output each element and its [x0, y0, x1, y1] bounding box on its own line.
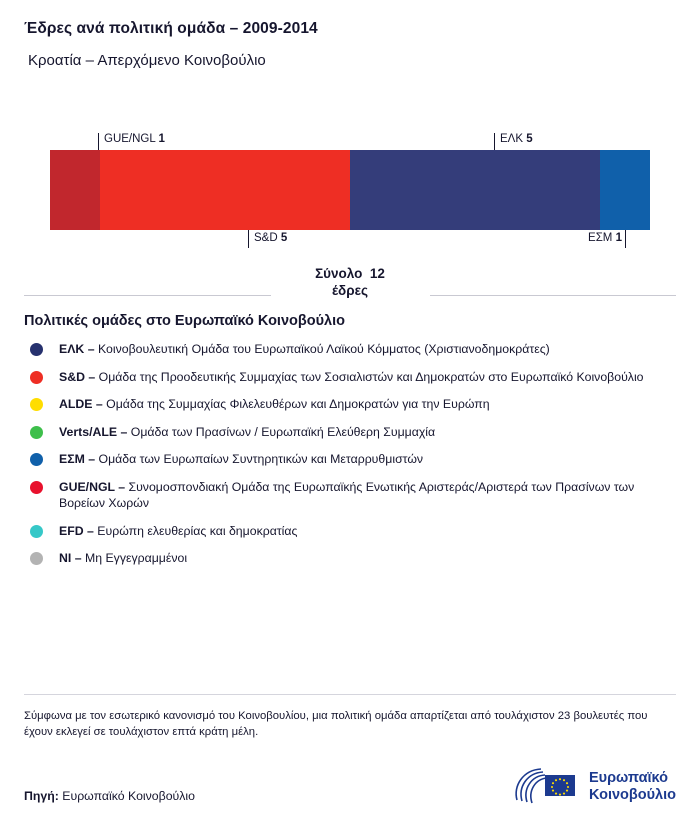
- legend-item-ni: [24, 550, 676, 567]
- total-unit: έδρες: [331, 283, 369, 298]
- legend-desc-elk: Κοινοβουλευτική Ομάδα του Ευρωπαϊκού Λαϊκού Κόμματος (Χριστιανοδημοκράτες): [97, 342, 550, 356]
- label-elk-value: 5: [526, 133, 533, 145]
- legend-text-esm: [59, 451, 423, 468]
- ep-logo-text: [589, 770, 676, 804]
- total-text: [24, 265, 676, 299]
- label-sd-name: S&D: [254, 232, 278, 244]
- label-sd-value: 5: [280, 232, 288, 244]
- legend-item-alde: [24, 396, 676, 413]
- page-subtitle: Κροατία – Απερχόμενο Κοινοβούλιο: [28, 52, 266, 69]
- legend-abbr-verts-ale: Verts/ALE –: [59, 424, 128, 439]
- total-label: Σύνολο: [315, 266, 363, 281]
- total-value: 12: [369, 266, 385, 281]
- legend-desc-alde: Ομάδα της Συμμαχίας Φιλελευθέρων και Δημοκρατών για την Ευρώπη: [106, 397, 490, 411]
- legend-dot-elk: [30, 343, 43, 356]
- tick-esm: [625, 230, 626, 248]
- bar-segment-sd[interactable]: [100, 150, 350, 230]
- tick-elk: [494, 133, 495, 151]
- bar-segment-elk[interactable]: [350, 150, 600, 230]
- legend-desc-efd: Ευρώπη ελευθερίας και δημοκρατίας: [97, 523, 298, 538]
- footer-divider: [24, 694, 676, 695]
- legend-dot-sd: [30, 371, 43, 384]
- legend-text-ni: [59, 550, 187, 567]
- european-parliament-logo: [513, 766, 676, 808]
- tick-sd: [248, 230, 249, 248]
- legend-item-efd: [24, 523, 676, 540]
- ep-logo-line1: Ευρωπαϊκό: [588, 770, 668, 786]
- legend-text-efd: [59, 523, 297, 540]
- legend-desc-ni: Μη Εγγεγραμμένοι: [84, 551, 188, 565]
- legend-desc-verts-ale: Ομάδα των Πρασίνων / Ευρωπαϊκή Ελεύθερη Συμμαχία: [130, 424, 436, 439]
- legend-abbr-sd: S&D –: [59, 369, 96, 384]
- legend-item-sd: [24, 369, 676, 386]
- label-gue-ngl-name: GUE/NGL: [104, 133, 156, 145]
- tick-gue-ngl: [98, 133, 99, 151]
- legend-abbr-elk: ΕΛΚ –: [59, 342, 95, 356]
- legend-dot-efd: [30, 525, 43, 538]
- label-esm-name: ΕΣΜ: [588, 232, 613, 244]
- source-line: [24, 789, 195, 803]
- label-esm: [584, 232, 622, 244]
- total-block: [24, 265, 676, 309]
- stacked-bar: [50, 150, 650, 230]
- source-value: Ευρωπαϊκό Κοινοβούλιο: [62, 789, 195, 803]
- legend-desc-esm: Ομάδα των Ευρωπαίων Συντηρητικών και Μεταρρυθμιστών: [98, 452, 424, 466]
- legend-text-sd: [59, 369, 644, 386]
- legend-abbr-gue-ngl: GUE/NGL –: [59, 479, 126, 494]
- legend-dot-esm: [30, 453, 43, 466]
- label-elk: [500, 133, 533, 145]
- label-gue-ngl: [104, 133, 165, 145]
- label-elk-name: ΕΛΚ: [500, 133, 524, 145]
- ep-logo-line2: Κοινοβούλιο: [588, 787, 676, 803]
- legend-abbr-ni: ΝΙ –: [59, 551, 82, 565]
- legend-dot-verts-ale: [30, 426, 43, 439]
- bar-segment-esm[interactable]: [600, 150, 650, 230]
- legend-text-verts-ale: [59, 424, 435, 441]
- legend-abbr-efd: EFD –: [59, 523, 94, 538]
- legend-abbr-esm: ΕΣΜ –: [59, 452, 96, 466]
- legend-abbr-alde: ALDE –: [59, 397, 103, 411]
- footnote: Σύμφωνα με τον εσωτερικό κανονισμό του Κοινοβουλίου, μια πολιτική ομάδα απαρτίζεται από τουλάχιστον 23 βουλευτές που έχουν εκλεγεί σε τουλάχιστον επτά κράτη μέλη.: [24, 710, 648, 738]
- page-title: Έδρες ανά πολιτική ομάδα – 2009-2014: [24, 20, 318, 37]
- label-esm-value: 1: [615, 232, 622, 244]
- source-label: Πηγή:: [24, 789, 59, 803]
- legend-item-gue-ngl: [24, 479, 676, 512]
- ep-flag-icon: [513, 766, 579, 808]
- legend-item-verts-ale: [24, 424, 676, 441]
- legend-item-elk: [24, 341, 676, 358]
- legend-list: [24, 341, 676, 567]
- label-gue-ngl-value: 1: [158, 133, 165, 145]
- seats-bar-chart: [24, 111, 676, 244]
- legend-desc-sd: Ομάδα της Προοδευτικής Συμμαχίας των Σοσιαλιστών και Δημοκρατών στο Ευρωπαϊκό Κοινοβούλιο: [98, 369, 644, 384]
- bar-segment-gue-ngl[interactable]: [50, 150, 100, 230]
- label-sd: [254, 232, 287, 244]
- legend-heading: Πολιτικές ομάδες στο Ευρωπαϊκό Κοινοβούλιο: [24, 313, 345, 329]
- legend-text-elk: [59, 341, 550, 358]
- legend-dot-ni: [30, 552, 43, 565]
- legend-item-esm: [24, 451, 676, 468]
- legend-dot-gue-ngl: [30, 481, 43, 494]
- legend-text-gue-ngl: [59, 479, 676, 512]
- legend-dot-alde: [30, 398, 43, 411]
- legend-text-alde: [59, 396, 490, 413]
- legend-desc-gue-ngl: Συνομοσπονδιακή Ομάδα της Ευρωπαϊκής Ενωτικής Αριστεράς/Αριστερά των Πρασίνων των Βορείων Χωρών: [59, 479, 635, 510]
